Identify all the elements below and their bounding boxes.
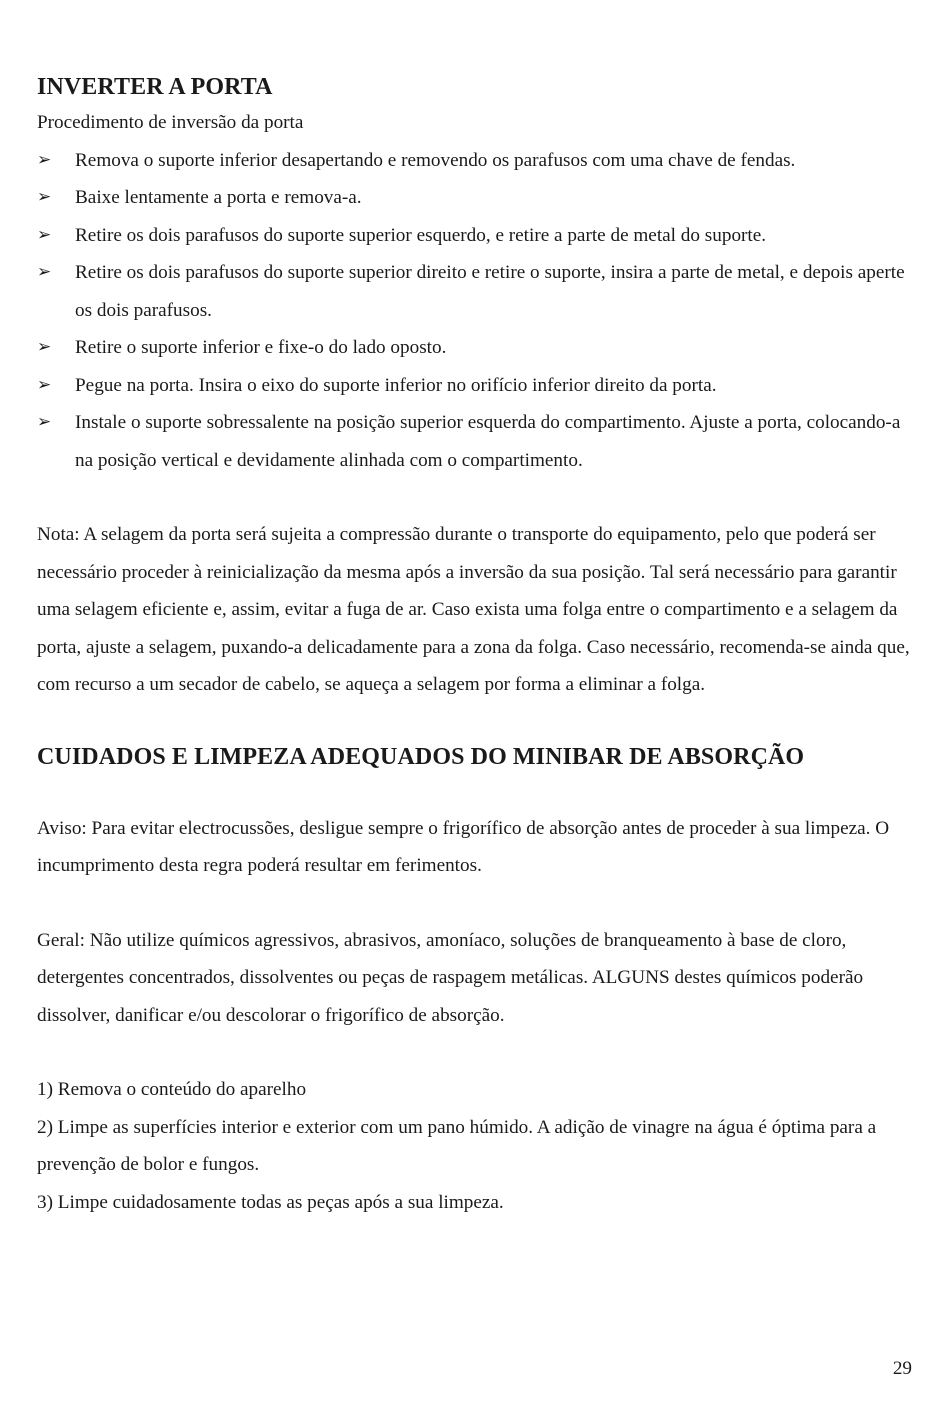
list-item: ➢ Remova o suporte inferior desapertando e removendo os parafusos com uma chave de fendas. (37, 142, 917, 180)
list-item: ➢ Instale o suporte sobressalente na posição superior esquerda do compartimento. Ajuste a porta, colocando-a na posição vertical e devidamente alinhada com o compartimento. (37, 404, 917, 479)
door-seal-note: Nota: A selagem da porta será sujeita a compressão durante o transporte do equipamento, pelo que poderá ser necessário proceder à reinicialização da mesma após a inversão da sua posição. Tal será necessário para garantir uma selagem eficiente e, assim, evitar a fuga de ar. Caso exista uma folga entre o compartimento e a selagem da porta, ajuste a selagem, puxando-a delicadamente para a zona da folga. Caso necessário, recomenda-se ainda que, com recurso a um secador de cabelo, se aqueça a selagem por forma a eliminar a folga. (37, 524, 910, 695)
general-paragraph-line1: Geral: Não utilize químicos agressivos, abrasivos, amoníaco, soluções de branqueamento à base de cloro, (37, 929, 847, 951)
arrow-bullet-icon: ➢ (37, 187, 52, 207)
list-item: ➢ Retire o suporte inferior e fixe-o do lado oposto. (37, 329, 917, 367)
arrow-bullet-icon: ➢ (37, 412, 52, 432)
arrow-bullet-icon: ➢ (37, 224, 52, 245)
list-item: ➢ Pegue na porta. Insira o eixo do suporte inferior no orifício inferior direito da porta. (37, 367, 917, 405)
door-steps-list (37, 142, 917, 480)
list-item: ➢ Baixe lentamente a porta e remova-a. (37, 179, 917, 217)
cleaning-step-2: 2) Limpe as superfícies interior e exterior com um pano húmido. A adição de vinagre na água é óptima para a prevenção de bolor e fungos. (37, 1116, 877, 1175)
page-number: 29 (892, 1358, 912, 1379)
arrow-bullet-icon: ➢ (37, 337, 52, 357)
cleaning-step-3: 3) Limpe cuidadosamente todas as peças após a sua limpeza. (37, 1191, 504, 1213)
section-title-care-cleaning: CUIDADOS E LIMPEZA ADEQUADOS DO MINIBAR DE ABSORÇÃO (37, 743, 805, 770)
document-page (37, 70, 917, 1221)
general-paragraph-line2: detergentes concentrados, dissolventes ou peças de raspagem metálicas. ALGUNS destes químicos poderão dissolver, danificar e/ou descolorar o frigorífico de absorção. (37, 967, 864, 1026)
cleaning-step-1: 1) Remova o conteúdo do aparelho (37, 1079, 307, 1100)
section-title-invert-door: INVERTER A PORTA (37, 74, 273, 100)
list-item: ➢ Retire os dois parafusos do suporte superior esquerdo, e retire a parte de metal do suporte. (37, 217, 917, 255)
arrow-bullet-icon: ➢ (37, 149, 52, 170)
procedure-subtitle: Procedimento de inversão da porta (37, 112, 304, 133)
arrow-bullet-icon: ➢ (37, 262, 52, 282)
list-item: ➢ Retire os dois parafusos do suporte superior direito e retire o suporte, insira a parte de metal, e depois aperte os dois parafusos. (37, 254, 917, 329)
warning-paragraph: Aviso: Para evitar electrocussões, desligue sempre o frigorífico de absorção antes de proceder à sua limpeza. O incumprimento desta regra poderá resultar em ferimentos. (37, 817, 890, 876)
arrow-bullet-icon: ➢ (37, 374, 52, 395)
